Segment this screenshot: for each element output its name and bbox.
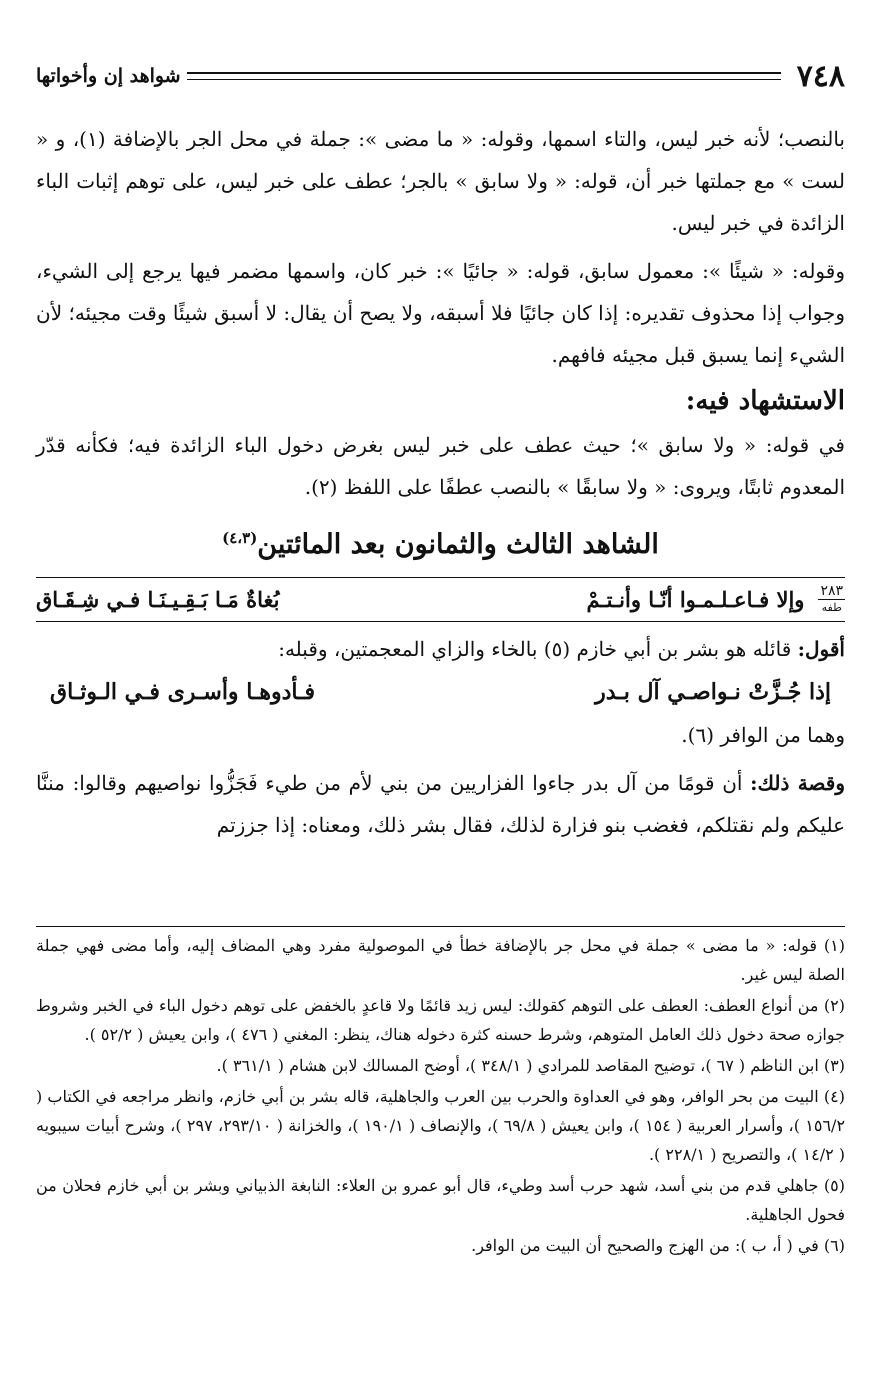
footnotes <box>36 926 845 1260</box>
paragraph: وقوله: « شيئًا »: معمول سابق، قوله: « جائيًا »: خبر كان، واسمها مضمر فيها يرجع إلى الشيء، وجواب إذا محذوف تقديره: إذا كان جائيًا فلا أسبقه، ولا يصح أن يقال: لا أسبق شيئًا وقت مجيئه؛ لأن الشيء إنما يسبق قبل مجيئه فافهم. <box>36 259 845 367</box>
footnote: (٣) ابن الناظم ( ٦٧ )، توضيح المقاصد للمرادي ( ٣٤٨/١ )، أوضح المسالك لابن هشام ( ٣٦١/١ ). <box>216 1056 845 1075</box>
footnote: (١) قوله: « ما مضى » جملة في محل جر بالإضافة خطأ في الموصولية مفرد وهي المضاف إليه، وأما مضى فهي جملة الصلة ليس غير. <box>36 936 846 984</box>
prior-verse <box>36 670 845 714</box>
section-heading: الاستشهاد فيه: <box>685 386 845 416</box>
footnote-marker: (٤،٣) <box>222 529 258 547</box>
paragraph: بالنصب؛ لأنه خبر ليس، والتاء اسمها، وقوله: « ما مضى »: جملة في محل الجر بالإضافة (١)، و « لست » مع جملتها خبر أن، قوله: « ولا سابق » بالجر؛ عطف على خبر ليس، على توهم إثبات الباء الزائدة في خبر ليس. <box>36 127 845 235</box>
meter-note: وهما من الوافر (٦). <box>681 723 845 747</box>
running-head <box>36 58 845 94</box>
page-number: ٧٤٨ <box>796 58 845 94</box>
footnote: (٥) جاهلي قدم من بني أسد، شهد حرب أسد وطيء، قال أبو عمرو بن العلاء: النابغة الذبياني وبشر بن أبي خازم فحلان من فحول الجاهلية. <box>36 1176 846 1224</box>
istishhad-paragraph: في قوله: « ولا سابق »؛ حيث عطف على خبر ليس بغرض دخول الباء الزائدة فيه؛ فكأنه قدّر المعدوم ثابتًا، ويروى: « ولا سابقًا » بالنصب عطفًا على اللفظ (٢). <box>36 433 845 499</box>
aqulu-paragraph <box>36 628 845 670</box>
qissa-lead: وقصة ذلك: <box>750 771 845 795</box>
shahid-title-text: الشاهد الثالث والثمانون بعد المائتين <box>257 529 659 560</box>
hemistich-second: بُغاةٌ مَـا بَـقِـيـنَـا فـي شِـقَـاق <box>36 587 280 612</box>
aqulu-lead: أقول: <box>797 637 845 661</box>
header-rule <box>187 72 781 80</box>
qissa-text: أن قومًا من آل بدر جاءوا الفزاريين من بني لأم من طيء فَجَزُّوا نواصيهم وقالوا: مننَّا عليكم ولم نقتلكم، فغضب بنو فزارة لذلك، فقال بشر ذلك، ومعناه: إذا جززتم <box>36 771 845 837</box>
verse-meter-tag: طفه <box>821 601 842 614</box>
verse-number <box>818 584 845 615</box>
footnote: (٤) البيت من بحر الوافر، وهو في العداوة والحرب بين العرب والجاهلية، قاله بشر بن أبي خازم، وانظر مراجعه في الكتاب ( ١٥٦/٢ )، وأسرار العربية ( ١٥٤ )، وابن يعيش ( ٦٩/٨ )، والإنصاف ( ١٩٠/١ )، والخزانة ( ٢٩٣/١٠، ٢٩٧ )، وشرح أبيات سيبويه ( ١٤/٢ )، والتصريح ( ٢٢٨/١ ). <box>36 1087 846 1164</box>
prior-hemistich-first: إذا جُـزَّتْ نـواصـي آل بـدر <box>595 679 831 705</box>
verse-number-value: ٢٨٣ <box>820 583 843 599</box>
footnote: (٢) من أنواع العطف: العطف على التوهم كقولك: ليس زيد قائمًا ولا قاعدٍ بالخفض على توهم دخول الباء في الخبر وشروط جوازه صحة دخول ذلك العامل المتوهم، وشرط حسنه كثرة دخوله هناك، ينظر: المغني ( ٤٧٦ )، وابن يعيش ( ٥٢/٢ ). <box>36 996 846 1044</box>
shahid-title <box>36 512 845 571</box>
verse-block <box>36 577 845 622</box>
hemistich-first: وإلا فـاعـلـمـوا أنّـا وأنـتـمْ <box>586 587 805 612</box>
running-title: شواهد إن وأخواتها <box>36 65 181 87</box>
main-text <box>36 118 845 846</box>
qissa-paragraph <box>36 762 845 846</box>
aqulu-text: قائله هو بشر بن أبي خازم (٥) بالخاء والزاي المعجمتين، وقبله: <box>278 637 798 661</box>
footnote: (٦) في ( أ، ب ): من الهزج والصحيح أن البيت من الوافر. <box>471 1236 845 1255</box>
prior-hemistich-second: فـأدوهـا وأسـرى فـي الـوثـاق <box>50 679 316 705</box>
